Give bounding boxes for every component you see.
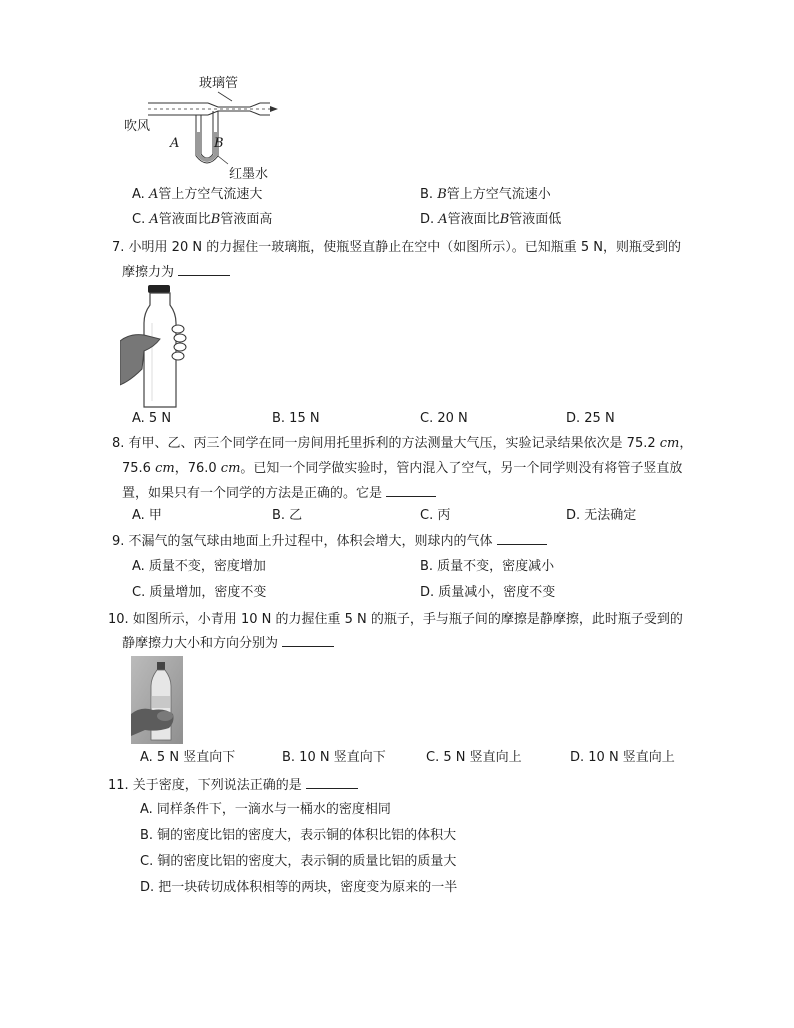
q9-stem-line1: 9. 不漏气的氢气球由地面上升过程中，体积会增大，则球内的气体	[112, 532, 547, 552]
q9-option-c: C. 质量增加，密度不变	[132, 585, 267, 600]
q11-option-c: C. 铜的密度比铝的密度大，表示铜的质量比铝的质量大	[140, 854, 457, 869]
q7-answer-blank[interactable]	[178, 263, 230, 276]
q10-stem-line1: 10. 如图所示，小青用 10 N 的力握住重 5 N 的瓶子，手与瓶子间的摩擦是静摩擦，此时瓶子受到的	[108, 612, 683, 627]
q11-option-b: B. 铜的密度比铝的密度大，表示铜的体积比铝的体积大	[140, 828, 457, 843]
q8-option-b: B. 乙	[272, 508, 303, 523]
q11-option-a: A. 同样条件下，一滴水与一桶水的密度相同	[140, 802, 391, 817]
q7-option-c: C. 20 N	[420, 411, 468, 426]
q8-stem-line3: 置，如果只有一个同学的方法是正确的。它是	[122, 484, 436, 504]
q10-option-a: A. 5 N 竖直向下	[140, 750, 236, 765]
q7-option-b: B. 15 N	[272, 411, 320, 426]
q9-option-d: D. 质量减小，密度不变	[420, 585, 556, 600]
q10-bottle-photo	[131, 656, 183, 744]
q8-option-d: D. 无法确定	[566, 508, 637, 523]
q10-option-d: D. 10 N 竖直向上	[570, 750, 675, 765]
q11-option-d: D. 把一块砖切成体积相等的两块，密度变为原来的一半	[140, 880, 458, 895]
q10-answer-blank[interactable]	[282, 634, 334, 647]
q8-option-c: C. 丙	[420, 508, 451, 523]
q7-option-d: D. 25 N	[566, 411, 615, 426]
q8-stem-line1: 8. 有甲、乙、丙三个同学在同一房间用托里拆利的方法测量大气压，实验记录结果依次是 75.2 cm，	[112, 436, 693, 451]
q10-stem-line2: 静摩擦力大小和方向分别为	[122, 634, 334, 654]
label-red-ink: 红墨水	[229, 167, 269, 182]
label-blow-wind: 吹风	[124, 119, 151, 134]
q7-stem-line2: 摩擦力为	[122, 263, 230, 283]
q8-option-a: A. 甲	[132, 508, 162, 523]
q6-option-d: D. A管液面比B管液面低	[420, 212, 562, 227]
q10-option-b: B. 10 N 竖直向下	[282, 750, 386, 765]
q7-bottle-hand-figure	[120, 283, 194, 411]
q11-stem-line1: 11. 关于密度，下列说法正确的是	[108, 776, 358, 796]
q7-stem-line1: 7. 小明用 20 N 的力握住一玻璃瓶，使瓶竖直静止在空中（如图所示）。已知瓶重 5 N，则瓶受到的	[112, 240, 681, 255]
q8-answer-blank[interactable]	[386, 484, 436, 497]
label-tube-a: A	[170, 136, 180, 151]
q9-answer-blank[interactable]	[497, 532, 547, 545]
q7-option-a: A. 5 N	[132, 411, 172, 426]
q6-option-c: C. A管液面比B管液面高	[132, 212, 273, 227]
q9-option-b: B. 质量不变，密度减小	[420, 559, 555, 574]
q9-option-a: A. 质量不变，密度增加	[132, 559, 266, 574]
q6-option-b: B. B管上方空气流速小	[420, 187, 551, 202]
q6-option-a: A. A管上方空气流速大	[132, 187, 263, 202]
q10-option-c: C. 5 N 竖直向上	[426, 750, 522, 765]
label-tube-b: B	[214, 136, 224, 151]
q11-answer-blank[interactable]	[306, 776, 358, 789]
q8-stem-line2: 75.6 cm，76.0 cm。已知一个同学做实验时，管内混入了空气，另一个同学则没有将管子竖直放	[122, 461, 683, 476]
label-glass-pipe: 玻璃管	[199, 76, 239, 91]
